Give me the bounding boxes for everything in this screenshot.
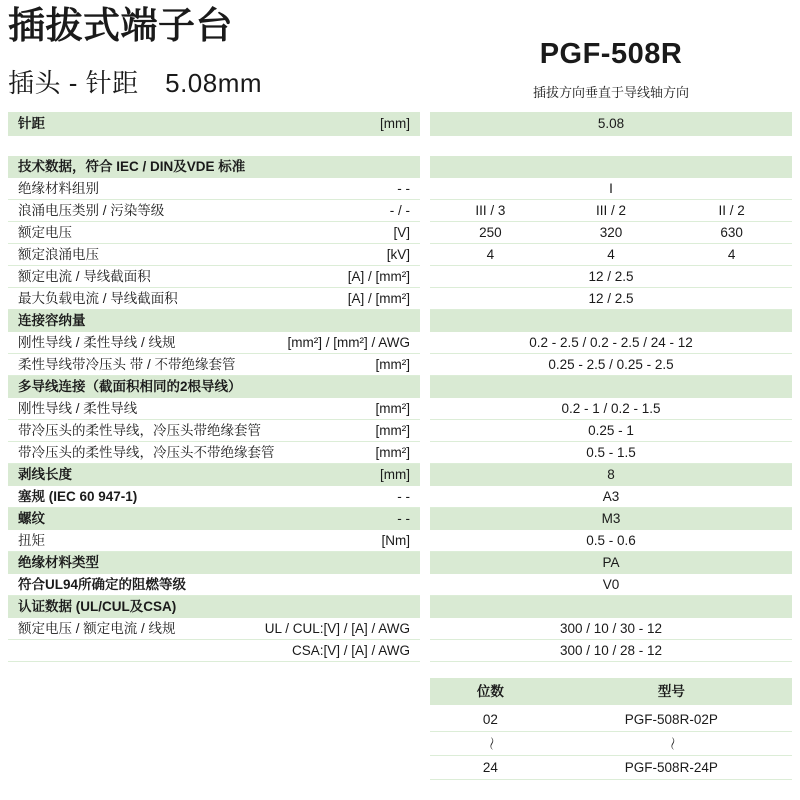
table-row xyxy=(8,178,792,200)
table-row xyxy=(8,244,792,266)
row-label-cell xyxy=(8,112,420,136)
row-value: M3 xyxy=(430,508,792,530)
tilde-glyph: 〜 xyxy=(663,736,679,751)
row-label: 扭矩 xyxy=(18,533,45,548)
row-label: 浪涌电压类别 / 污染等级 xyxy=(18,203,165,218)
row-label: 绝缘材料类型 xyxy=(18,555,99,570)
model-table-header-poles: 位数 xyxy=(476,684,504,699)
row-label: 塞规 (IEC 60 947-1) xyxy=(18,489,138,504)
section-header-row xyxy=(8,156,792,178)
row-unit: [mm²] xyxy=(375,357,410,372)
row-value-col3: II / 2 xyxy=(718,203,745,218)
row-value: 0.5 - 1.5 xyxy=(430,442,792,464)
row-label-cell xyxy=(8,178,420,200)
row-value-col2: 320 xyxy=(599,225,623,240)
row-unit: CSA:[V] / [A] / AWG xyxy=(291,643,410,658)
row-label: 额定浪涌电压 xyxy=(18,247,99,262)
poles-value: 02 xyxy=(430,708,551,732)
row-unit: [kV] xyxy=(386,247,410,262)
partno-value: PGF-508R-24P xyxy=(551,756,792,780)
row-unit: [V] xyxy=(393,225,410,240)
row-value-col2: 4 xyxy=(607,247,615,262)
partno-tilde xyxy=(551,732,792,756)
row-unit: - - xyxy=(397,511,410,526)
row-label-cell xyxy=(8,508,420,530)
row-label: 柔性导线带冷压头 带 / 不带绝缘套管 xyxy=(18,357,236,372)
table-row xyxy=(8,420,792,442)
row-value: 12 / 2.5 xyxy=(430,288,792,310)
row-label: 带冷压头的柔性导线，冷压头带绝缘套管 xyxy=(18,423,261,438)
table-row xyxy=(8,464,792,486)
row-value: 8 xyxy=(430,464,792,486)
row-unit: UL / CUL:[V] / [A] / AWG xyxy=(264,621,410,636)
row-unit: [Nm] xyxy=(381,533,410,548)
row-value-col1: III / 3 xyxy=(475,203,506,218)
row-unit: [A] / [mm²] xyxy=(347,269,410,284)
page-subtitle: 插头 - 针距 5.08mm xyxy=(8,67,263,98)
model-note: 插拔方向垂直于导线轴方向 xyxy=(532,85,689,100)
header-right xyxy=(430,6,792,112)
row-label: 最大负载电流 / 导线截面积 xyxy=(18,291,178,306)
model-table-header xyxy=(430,678,792,705)
row-value: 12 / 2.5 xyxy=(430,266,792,288)
row-unit: [mm²] / [mm²] / AWG xyxy=(287,335,410,350)
section-header-row xyxy=(8,596,792,618)
table-row xyxy=(8,266,792,288)
row-values xyxy=(430,244,792,266)
section-empty-cell xyxy=(430,596,792,618)
table-row xyxy=(8,486,792,508)
section-label: 认证数据 (UL/CUL及CSA) xyxy=(18,599,177,614)
row-unit: [mm] xyxy=(380,116,410,131)
row-label: 剥线长度 xyxy=(18,467,72,482)
row-label-cell xyxy=(8,288,420,310)
page-title: 插拔式端子台 xyxy=(8,5,233,46)
section-header-row xyxy=(8,376,792,398)
row-label-cell xyxy=(8,530,420,552)
page-header xyxy=(8,6,792,112)
section-label-cell xyxy=(8,376,420,398)
row-label: 额定电压 / 额定电流 / 线规 xyxy=(18,621,176,636)
section-empty-cell xyxy=(430,156,792,178)
table-row xyxy=(8,398,792,420)
row-label-cell xyxy=(8,244,420,266)
section-label-cell xyxy=(8,156,420,178)
row-value: 300 / 10 / 30 - 12 xyxy=(430,618,792,640)
row-value: 0.25 - 1 xyxy=(430,420,792,442)
row-value: PA xyxy=(430,552,792,574)
poles-tilde xyxy=(430,732,551,756)
row-label: 绝缘材料组别 xyxy=(18,181,99,196)
row-label-cell xyxy=(8,332,420,354)
model-table-header-partno: 型号 xyxy=(657,684,685,699)
row-label: 符合UL94所确定的阻燃等级 xyxy=(18,577,187,592)
section-label: 技术数据，符合 IEC / DIN及VDE 标准 xyxy=(18,159,246,174)
model-table xyxy=(430,678,792,780)
row-label-cell xyxy=(8,442,420,464)
row-value-col3: 630 xyxy=(720,225,743,240)
table-row xyxy=(8,574,792,596)
row-label: 刚性导线 / 柔性导线 / 线规 xyxy=(18,335,176,350)
table-row xyxy=(8,354,792,376)
row-label-cell xyxy=(8,266,420,288)
row-unit: - / - xyxy=(389,203,410,218)
row-label-cell xyxy=(8,618,420,640)
section-label: 多导线连接（截面积相同的2根导线） xyxy=(18,379,242,394)
row-unit: [mm] xyxy=(380,467,410,482)
row-label-cell xyxy=(8,398,420,420)
row-label-cell xyxy=(8,574,420,596)
row-label-cell xyxy=(8,222,420,244)
table-row xyxy=(8,508,792,530)
tilde-glyph: 〜 xyxy=(482,736,498,751)
table-row xyxy=(8,332,792,354)
header-left xyxy=(8,6,420,112)
row-value: 0.5 - 0.6 xyxy=(430,530,792,552)
row-value-col1: 250 xyxy=(479,225,502,240)
row-value: 300 / 10 / 28 - 12 xyxy=(430,640,792,662)
row-label: 额定电压 xyxy=(18,225,72,240)
poles-value: 24 xyxy=(430,756,551,780)
row-label-cell xyxy=(8,200,420,222)
partno-value: PGF-508R-02P xyxy=(551,708,792,732)
section-empty-cell xyxy=(430,376,792,398)
row-label-cell xyxy=(8,486,420,508)
row-value: 0.25 - 2.5 / 0.25 - 2.5 xyxy=(430,354,792,376)
row-label-cell xyxy=(8,464,420,486)
table-row xyxy=(8,618,792,640)
row-label: 螺纹 xyxy=(18,511,45,526)
section-header-row xyxy=(8,310,792,332)
section-empty-cell xyxy=(430,310,792,332)
row-value-col2: III / 2 xyxy=(595,203,626,218)
section-label-cell xyxy=(8,596,420,618)
table-row xyxy=(8,640,792,662)
row-label-cell xyxy=(8,640,420,662)
model-table-row xyxy=(430,732,792,756)
row-value: 0.2 - 2.5 / 0.2 - 2.5 / 24 - 12 xyxy=(430,332,792,354)
row-label-cell xyxy=(8,420,420,442)
row-label: 额定电流 / 导线截面积 xyxy=(18,269,151,284)
spec-table xyxy=(8,112,792,662)
row-label-cell xyxy=(8,552,420,574)
row-unit: [mm²] xyxy=(375,401,410,416)
spacer xyxy=(8,662,792,678)
row-label: 针距 xyxy=(18,116,45,131)
row-label: 带冷压头的柔性导线，冷压头不带绝缘套管 xyxy=(18,445,275,460)
row-unit: - - xyxy=(397,181,410,196)
row-unit: [mm²] xyxy=(375,423,410,438)
row-value: I xyxy=(430,178,792,200)
row-unit: - - xyxy=(397,489,410,504)
row-value: V0 xyxy=(430,574,792,596)
model-table-body xyxy=(430,708,792,780)
row-unit: [mm²] xyxy=(375,445,410,460)
row-value-col1: 4 xyxy=(486,247,495,262)
row-values xyxy=(430,222,792,244)
table-row xyxy=(8,222,792,244)
spacer xyxy=(8,136,792,156)
model-table-row xyxy=(430,708,792,732)
model-table-row xyxy=(430,756,792,780)
model-number: PGF-508R xyxy=(539,38,683,70)
row-unit: [A] / [mm²] xyxy=(347,291,410,306)
row-values xyxy=(430,200,792,222)
table-row xyxy=(8,288,792,310)
table-row xyxy=(8,200,792,222)
table-row xyxy=(8,552,792,574)
table-row xyxy=(8,442,792,464)
table-row xyxy=(8,112,792,136)
row-label-cell xyxy=(8,354,420,376)
row-value: 5.08 xyxy=(430,112,792,136)
section-label-cell xyxy=(8,310,420,332)
table-row xyxy=(8,530,792,552)
row-value: A3 xyxy=(430,486,792,508)
row-label: 刚性导线 / 柔性导线 xyxy=(18,401,138,416)
section-label: 连接容纳量 xyxy=(18,313,86,328)
row-value-col3: 4 xyxy=(727,247,736,262)
row-value: 0.2 - 1 / 0.2 - 1.5 xyxy=(430,398,792,420)
